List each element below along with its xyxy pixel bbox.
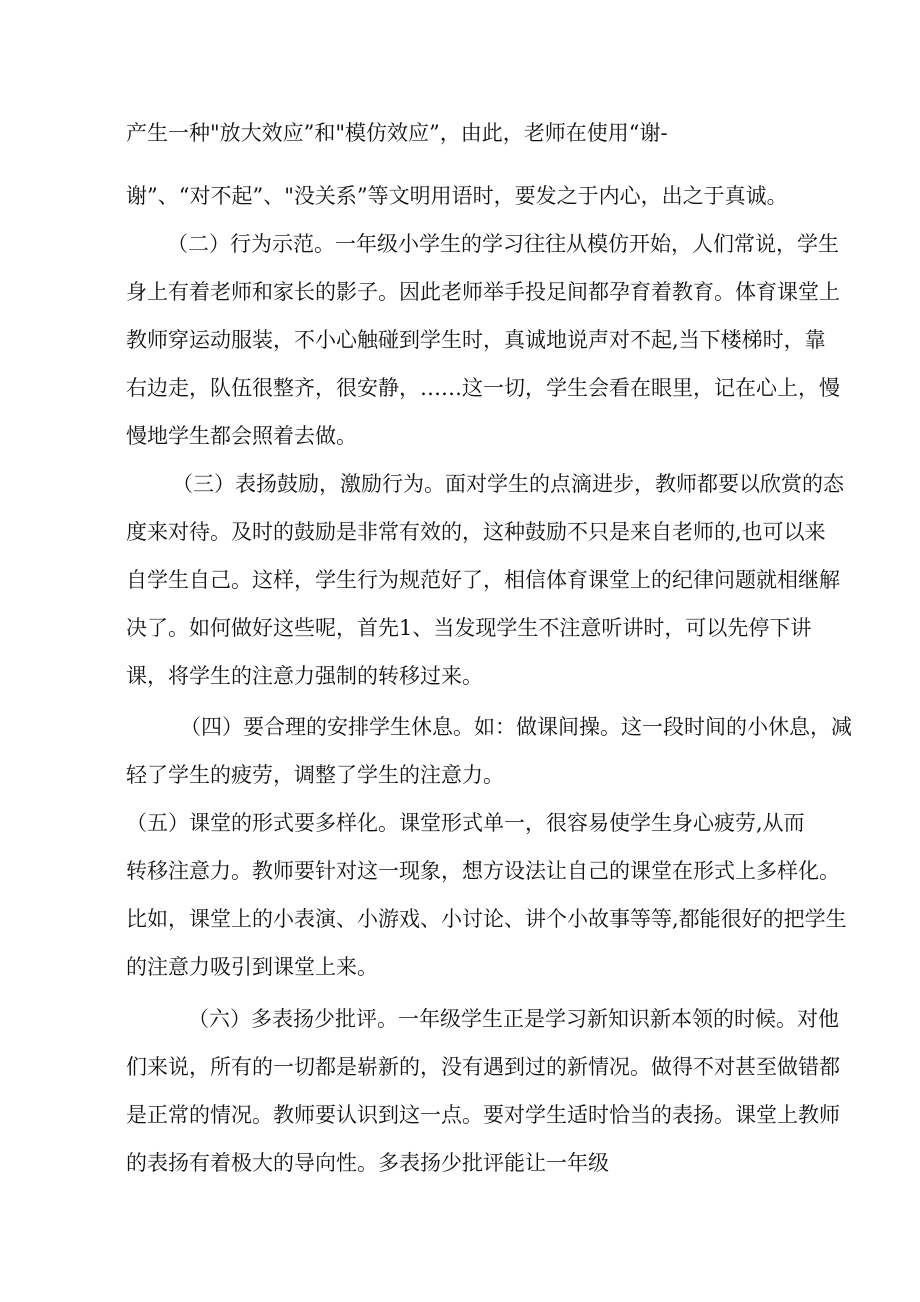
text-line: （六）多表扬少批评。一年级学生正是学习新知识新本领的时候。对他 [188,1007,839,1031]
text-line: 右边走，队伍很整齐，很安静，……这一切，学生会看在眼里，记在心上，慢 [126,376,840,400]
text-line: 们来说，所有的一切都是崭新的，没有遇到过的新情况。做得不对甚至做错都 [126,1055,840,1079]
text-line: 决了。如何做好这些呢，首先1、当发现学生不注意听讲时，可以先停下讲 [126,616,812,640]
text-line: 课，将学生的注意力强制的转移过来。 [126,664,483,688]
text-line: 身上有着老师和家长的影子。因此老师举手投足间都孕育着教育。体育课堂上 [126,280,840,304]
text-line: 产生一种"放大效应”和"模仿效应”，由此，老师在使用“谢- [126,121,668,145]
text-line: 自学生自己。这样，学生行为规范好了，相信体育课堂上的纪律问题就相继解 [126,568,840,592]
text-line: 轻了学生的疲劳，调整了学生的注意力。 [126,763,504,787]
text-line: 的注意力吸引到课堂上来。 [126,955,378,979]
text-line: 度来对待。及时的鼓励是非常有效的，这种鼓励不只是来自老师的,也可以来 [126,520,826,544]
text-line: 慢地学生都会照着去做。 [126,424,357,448]
text-line: （三）表扬鼓励，激励行为。面对学生的点滴进步，教师都要以欣赏的态 [172,472,844,496]
text-line: （二）行为示范。一年级小学生的学习往往从模仿开始，人们常说，学生 [167,232,839,256]
text-line: 转移注意力。教师要针对这一现象，想方设法让自己的课堂在形式上多样化。 [126,859,840,883]
text-line: 是正常的情况。教师要认识到这一点。要对学生适时恰当的表扬。课堂上教师 [126,1103,840,1127]
text-line: 的表扬有着极大的导向性。多表扬少批评能让一年级 [126,1151,609,1175]
text-line: （五）课堂的形式要多样化。课堂形式单一，很容易使学生身心疲劳,从而 [126,811,805,835]
text-line: 教师穿运动服装，不小心触碰到学生时，真诚地说声对不起,当下楼梯时，靠 [126,328,826,352]
text-line: 谢”、“对不起”、"没关系”等文明用语时，要发之于内心，出之于真诚。 [126,184,788,208]
text-line: （四）要合理的安排学生休息。如：做课间操。这一段时间的小休息，减 [180,715,852,739]
text-line: 比如，课堂上的小表演、小游戏、小讨论、讲个小故事等等,都能很好的把学生 [126,907,847,931]
